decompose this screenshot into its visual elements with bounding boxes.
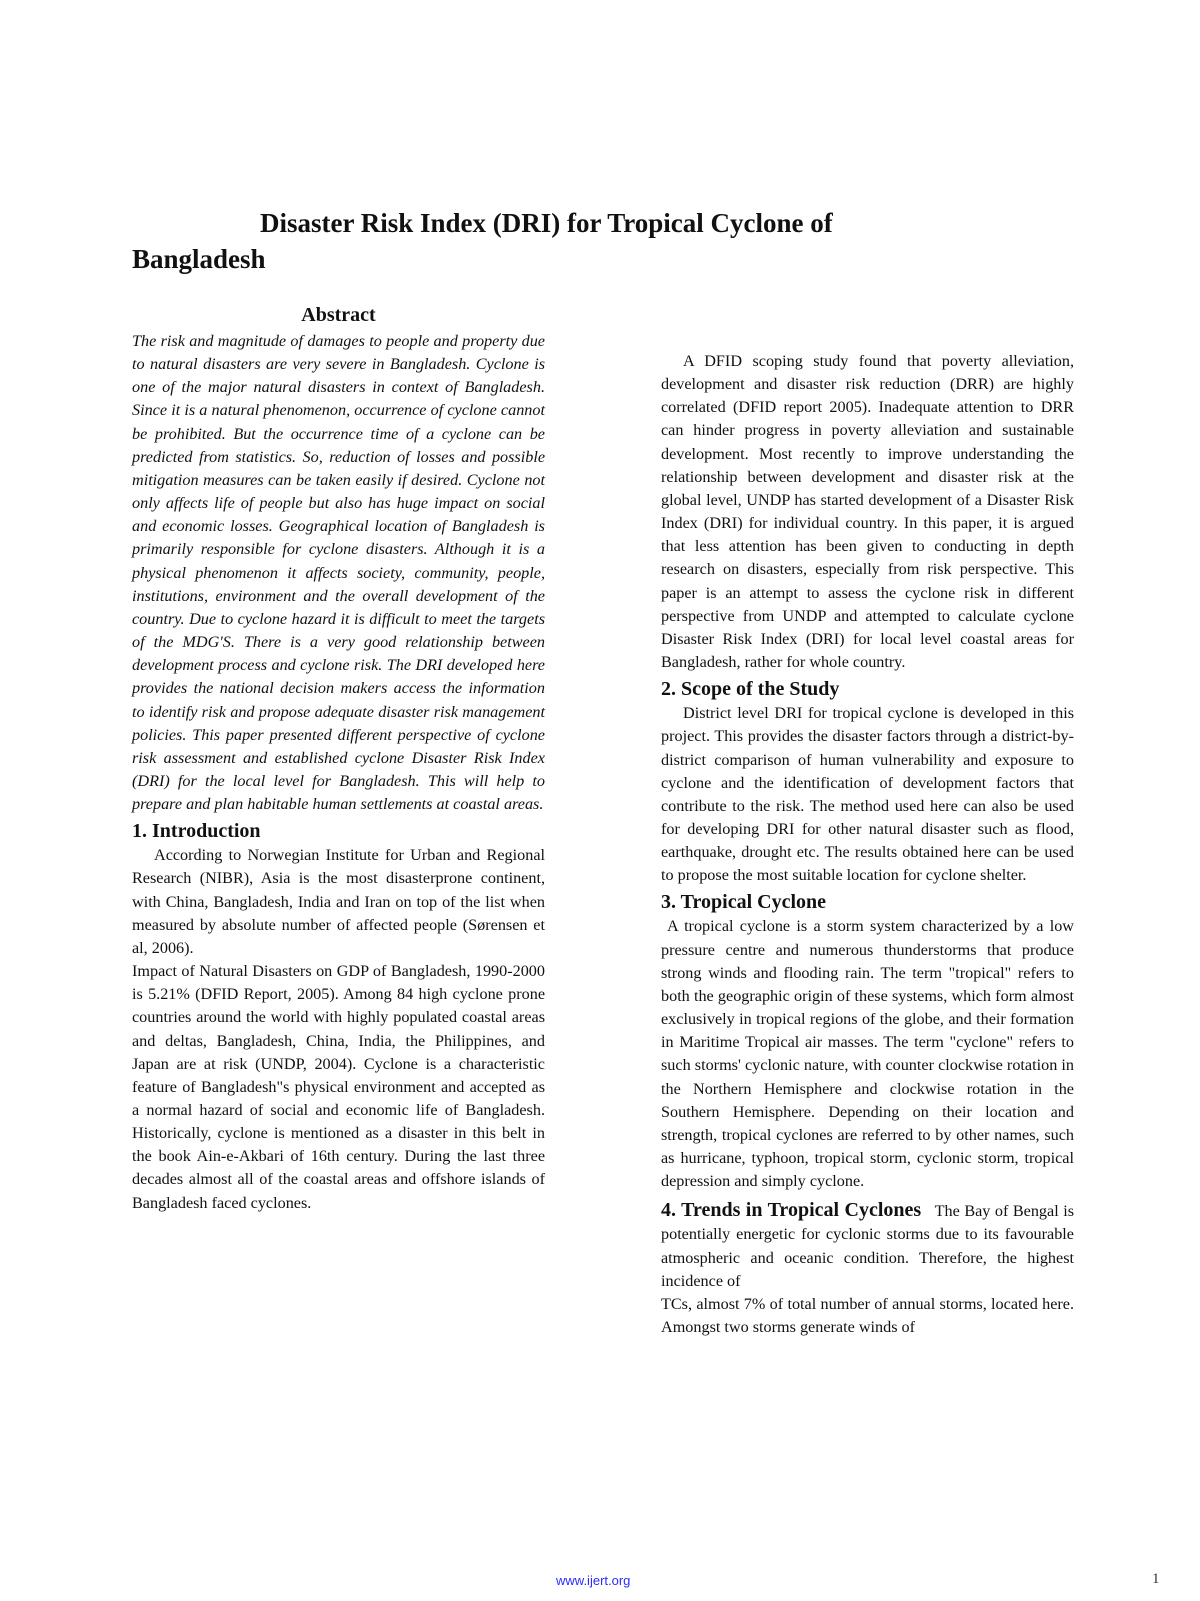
trends-paragraph-continued: TCs, almost 7% of total number of annual storms, located here. Amongst two storms generate winds of — [661, 1294, 1074, 1337]
page-number: 1 — [1152, 1571, 1160, 1587]
abstract-text: The risk and magnitude of damages to people and property due to natural disasters are very severe in Bangladesh. Cyclone is one of the major natural disasters in context of Bangladesh. Since it is a natural phenomenon, occurrence of cyclone cannot be prohibited. But the occurrence time of a cyclone can be predicted from statistics. So, reduction of losses and possible mitigation measures can be taken easily if desired. Cyclone not only affects life of people but also has huge impact on social and economic losses. Geographical location of Bangladesh is primarily responsible for cyclone disasters. Although it is a physical phenomenon it affects society, community, people, institutions, environment and the overall development of the country. Due to cyclone hazard it is difficult to meet the targets of the MDG'S. There is a very good relationship between development process and cyclone risk. The DRI developed here provides the national decision makers access the information to identify risk and propose adequate disaster risk management policies. This paper presented different perspective of cyclone risk assessment and established cyclone Disaster Risk Index (DRI) for the local level for Bangladesh. This will help to prepare and plan habitable human settlements at coastal areas. — [132, 332, 545, 814]
right-column — [661, 350, 1074, 1339]
trends-paragraph — [661, 1199, 1074, 1293]
introduction-paragraph-2: Impact of Natural Disasters on GDP of Bangladesh, 1990-2000 is 5.21% (DFID Report, 2005). Among 84 high cyclone prone countries around the world with highly populated coastal areas and deltas, Bangladesh, China, India, the Philippines, and Japan are at risk (UNDP, 2004). Cyclone is a characteristic feature of Bangladesh"s physical environment and accepted as a normal hazard of social and economic life of Bangladesh. Historically, cyclone is mentioned as a disaster in this belt in the book Ain-e-Akbari of 16th century. During the last three decades almost all of the coastal areas and offshore islands of Bangladesh faced cyclones. — [132, 962, 545, 1212]
scope-paragraph: District level DRI for tropical cyclone is developed in this project. This provides the disaster factors through a district-by-district comparison of human vulnerability and exposure to cyclone and the identification of development factors that contribute to the risk. The method used here can also be used for developing DRI for other natural disaster such as flood, earthquake, drought etc. The results obtained here can be used to propose the most suitable location for cyclone shelter. — [661, 704, 1074, 885]
section-heading-trends: 4. Trends in Tropical Cyclones — [661, 1199, 922, 1222]
left-column — [132, 302, 545, 1215]
introduction-paragraph-1: According to Norwegian Institute for Urban and Regional Research (NIBR), Asia is the most disasterprone continent, with China, Bangladesh, India and Iran on top of the list when measured by absolute number of affected people (Sørensen et al, 2006). — [132, 846, 545, 957]
paper-title: Disaster Risk Index (DRI) for Tropical Cyclone of Bangladesh — [132, 208, 833, 274]
footer-website-link[interactable]: www.ijert.org — [556, 1573, 631, 1588]
right-intro-paragraph: A DFID scoping study found that poverty alleviation, development and disaster risk reduction (DRR) are highly correlated (DFID report 2005). Inadequate attention to DRR can hinder progress in poverty alleviation and sustainable development. Most recently to improve understanding the relationship between development and disaster risk at the global level, UNDP has started development of a Disaster Risk Index (DRI) for individual country. In this paper, it is argued that less attention has been given to conducting in depth research on disasters, especially from risk perspective. This paper is an attempt to assess the cyclone risk in different perspective from UNDP and attempted to calculate cyclone Disaster Risk Index (DRI) for local level coastal areas for Bangladesh, rather for whole country. — [661, 352, 1074, 672]
abstract-heading: Abstract — [301, 304, 376, 326]
section-heading-tropical-cyclone: 3. Tropical Cyclone — [661, 891, 826, 914]
section-heading-introduction: 1. Introduction — [132, 820, 261, 843]
tropical-cyclone-paragraph: A tropical cyclone is a storm system characterized by a low pressure centre and numerous thunderstorms that produce strong winds and flooding rain. The term "tropical" refers to both the geographic origin of these systems, which form almost exclusively in tropical regions of the globe, and their formation in Maritime Tropical air masses. The term "cyclone" refers to such storms' cyclonic nature, with counter clockwise rotation in the Northern Hemisphere and clockwise rotation in the Southern Hemisphere. Depending on their location and strength, tropical cyclones are referred to by other names, such as hurricane, typhoon, tropical storm, cyclonic storm, tropical depression and simply cyclone. — [661, 917, 1074, 1191]
section-heading-scope: 2. Scope of the Study — [661, 678, 840, 701]
trends-text: The Bay of Bengal is potentially energetic for cyclonic storms due to its favourable atmospheric and oceanic condition. Therefore, the highest incidence of — [661, 1202, 1075, 1290]
